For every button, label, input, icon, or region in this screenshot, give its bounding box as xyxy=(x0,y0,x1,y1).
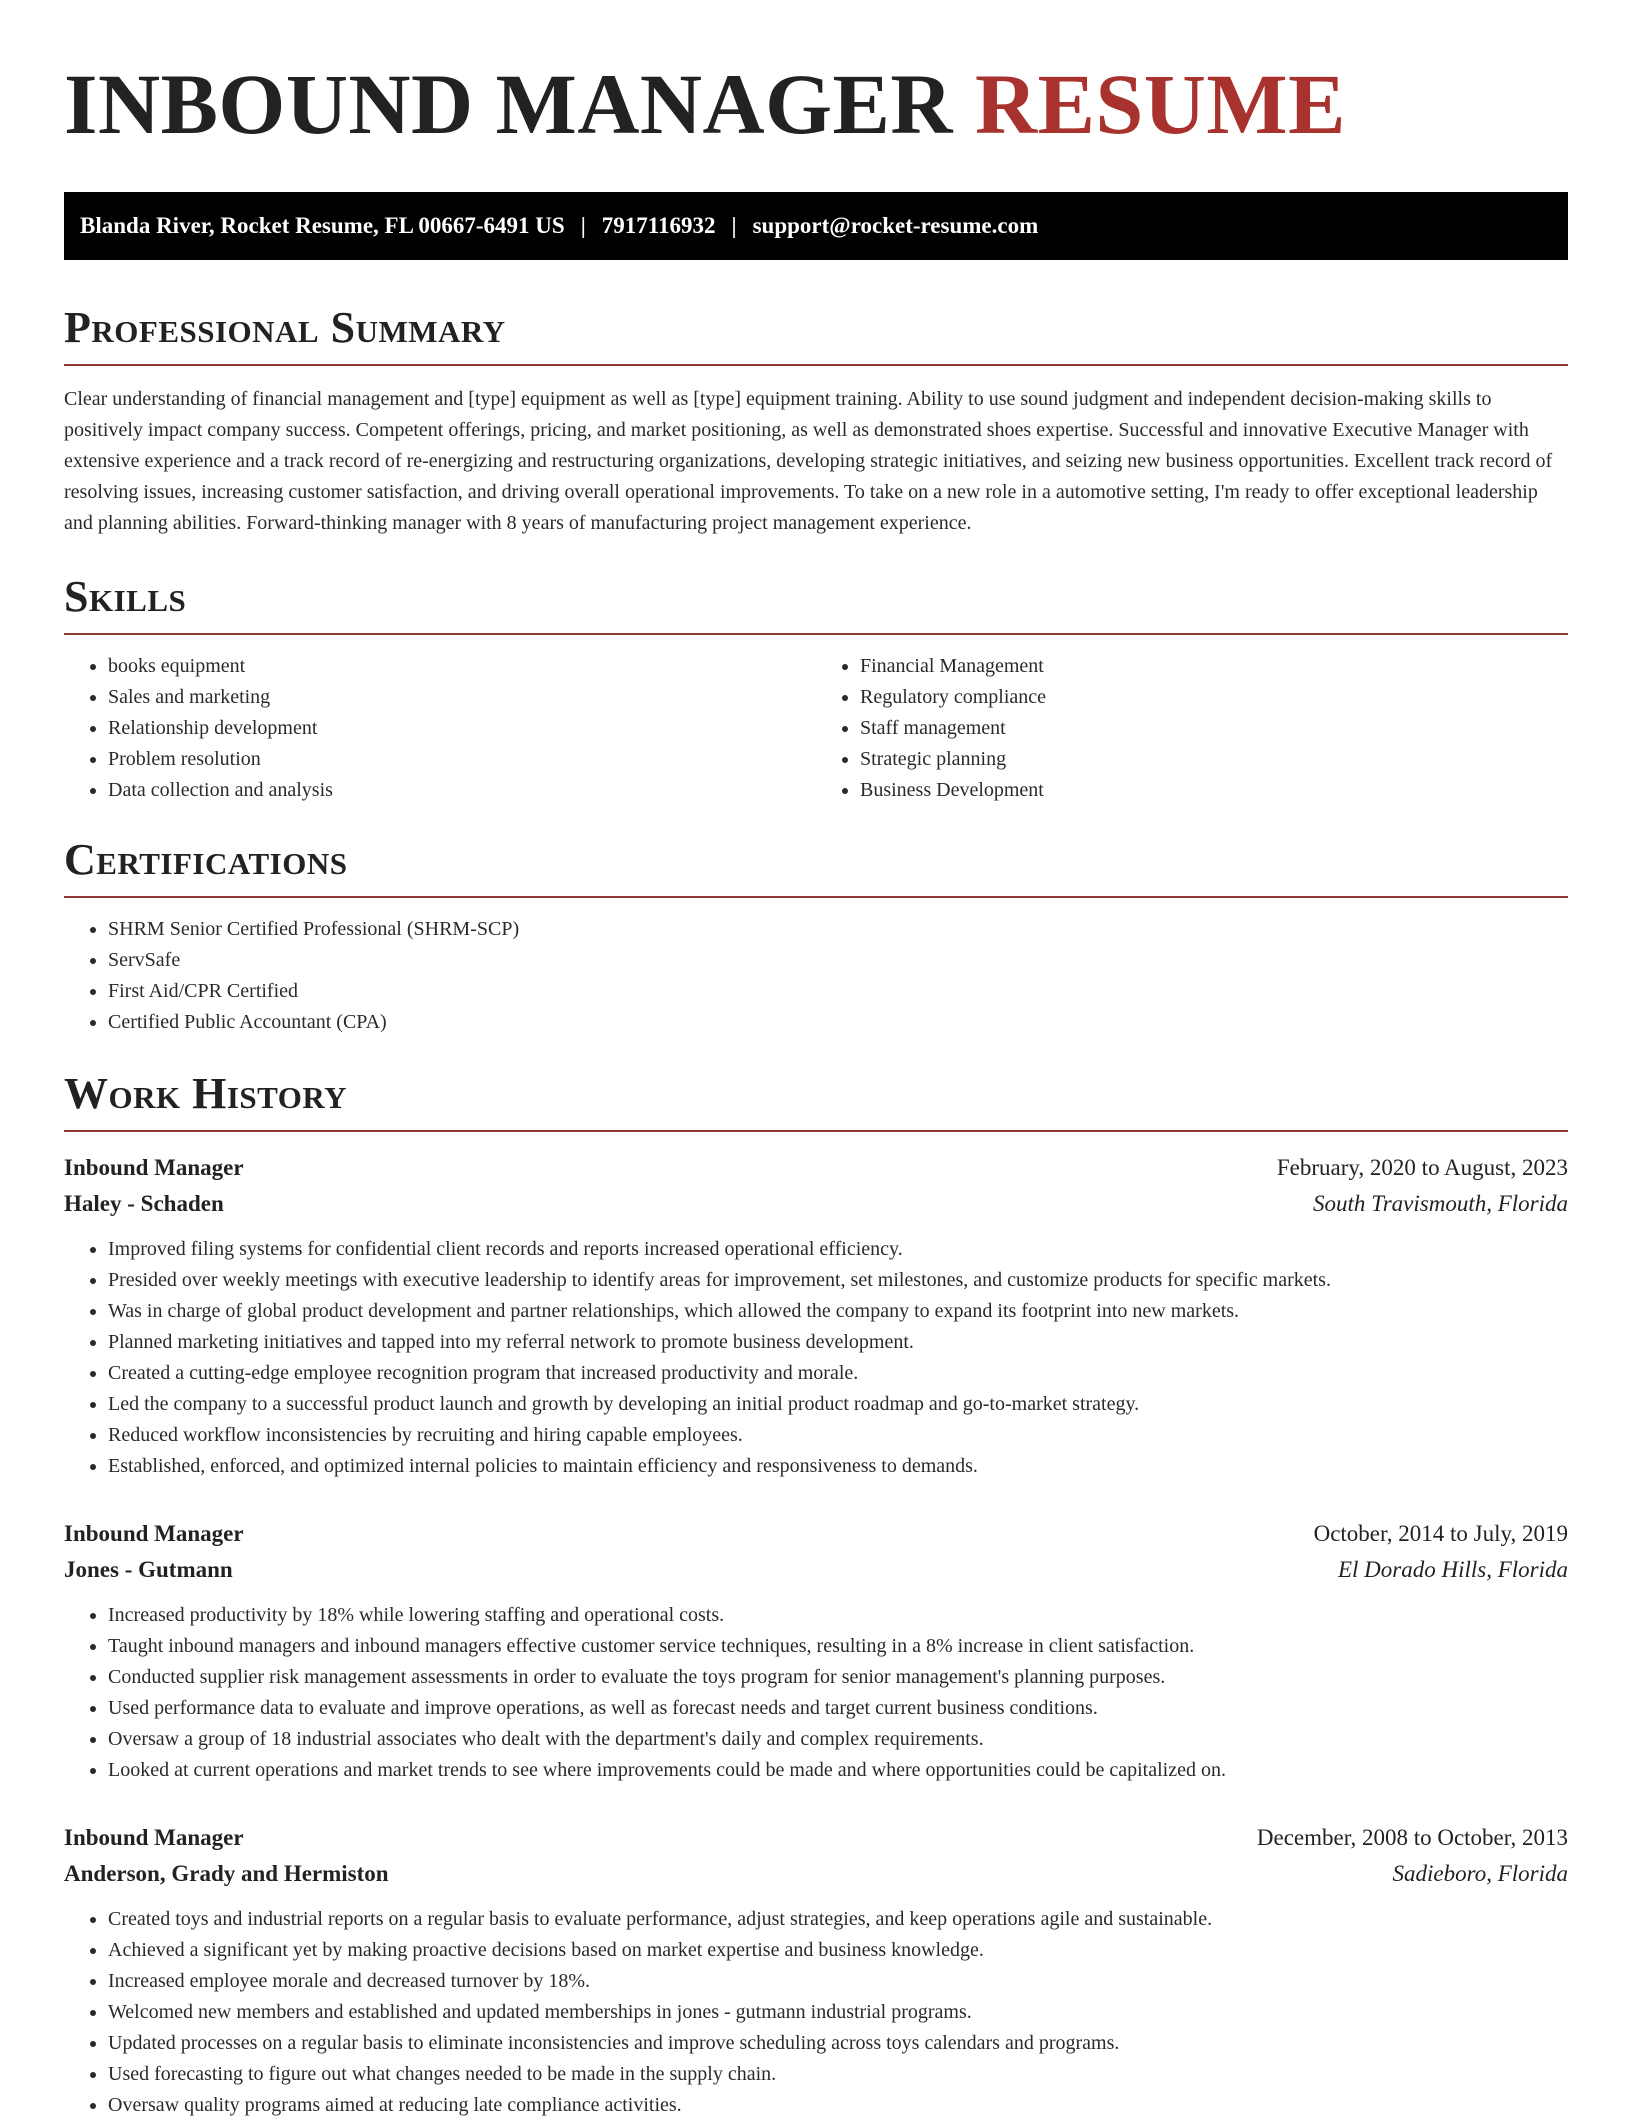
contact-separator: | xyxy=(731,213,737,238)
job-company: Anderson, Grady and Hermiston xyxy=(64,1861,389,1886)
job-bullet: • Taught inbound managers and inbound managers effective customer service techniques, resulting in a 8% increase in client satisfaction. xyxy=(108,1631,1568,1662)
job-entry xyxy=(64,1150,1568,1482)
job-bullet: • Conducted supplier risk management assessments in order to evaluate the toys program for senior management's planning purposes. xyxy=(108,1662,1568,1693)
skill-item: • Sales and marketing xyxy=(108,682,816,713)
job-company-row xyxy=(64,1552,1568,1588)
certification-item: • SHRM Senior Certified Professional (SHRM-SCP) xyxy=(108,914,1568,945)
skills-list-right xyxy=(816,651,1568,806)
job-bullet: • Updated processes on a regular basis to eliminate inconsistencies and improve scheduling across toys calendars and programs. xyxy=(108,2028,1568,2059)
job-company: Jones - Gutmann xyxy=(64,1557,233,1582)
skill-item: • Problem resolution xyxy=(108,744,816,775)
certification-item: • ServSafe xyxy=(108,945,1568,976)
job-bullet: • Oversaw a group of 18 industrial associates who dealt with the department's daily and complex requirements. xyxy=(108,1724,1568,1755)
summary-text: Clear understanding of financial management and [type] equipment as well as [type] equipment training. Ability to use sound judgment and independent decision-making skills to positively impact company success. Competent offerings, pricing, and market positioning, as well as demonstrated shoes expertise. Successful and innovative Executive Manager with extensive experience and a track record of re-energizing and restructuring organizations, developing strategic initiatives, and seizing new business opportunities. Excellent track record of resolving issues, increasing customer satisfaction, and driving overall operational improvements. To take on a new role in a automotive setting, I'm ready to offer exceptional leadership and planning abilities. Forward-thinking manager with 8 years of manufacturing project management experience. xyxy=(64,388,1553,534)
certifications-heading: Certifications xyxy=(64,836,1568,898)
job-bullets xyxy=(64,1234,1568,1482)
contact-phone: 7917116932 xyxy=(601,213,716,238)
title-main: INBOUND MANAGER xyxy=(64,56,953,152)
skill-item: • Financial Management xyxy=(860,651,1568,682)
job-header-row xyxy=(64,1150,1568,1186)
skill-item: • Business Development xyxy=(860,775,1568,806)
job-bullets xyxy=(64,1600,1568,1786)
job-title: Inbound Manager xyxy=(64,1155,244,1180)
job-bullet: • Planned marketing initiatives and tapped into my referral network to promote business development. xyxy=(108,1327,1568,1358)
contact-address: Blanda River, Rocket Resume, FL 00667-6491 US xyxy=(80,213,565,238)
job-dates: October, 2014 to July, 2019 xyxy=(1313,1521,1568,1546)
title-accent: RESUME xyxy=(975,56,1346,152)
job-title: Inbound Manager xyxy=(64,1521,244,1546)
skill-item: • Relationship development xyxy=(108,713,816,744)
skill-item: • Staff management xyxy=(860,713,1568,744)
contact-separator: | xyxy=(580,213,586,238)
job-title: Inbound Manager xyxy=(64,1825,244,1850)
job-bullet: • Improved filing systems for confidential client records and reports increased operational efficiency. xyxy=(108,1234,1568,1265)
job-company-row xyxy=(64,1856,1568,1892)
skill-item: • Strategic planning xyxy=(860,744,1568,775)
job-bullet: • Reduced workflow inconsistencies by recruiting and hiring capable employees. xyxy=(108,1420,1568,1451)
job-bullet: • Looked at current operations and market trends to see where improvements could be made and where opportunities could be capitalized on. xyxy=(108,1755,1568,1786)
skills-list-left xyxy=(64,651,816,806)
job-company-row xyxy=(64,1186,1568,1222)
job-location: South Travismouth, Florida xyxy=(1313,1191,1568,1216)
job-bullet: • Used forecasting to figure out what changes needed to be made in the supply chain. xyxy=(108,2059,1568,2090)
job-bullet: • Welcomed new members and established and updated memberships in jones - gutmann industrial programs. xyxy=(108,1997,1568,2028)
job-location: Sadieboro, Florida xyxy=(1392,1861,1568,1886)
summary-heading: Professional Summary xyxy=(64,304,1568,366)
job-bullet: • Used performance data to evaluate and improve operations, as well as forecast needs and target current business conditions. xyxy=(108,1693,1568,1724)
job-bullet: • Presided over weekly meetings with executive leadership to identify areas for improvement, set milestones, and customize products for specific markets. xyxy=(108,1265,1568,1296)
skill-item: • Regulatory compliance xyxy=(860,682,1568,713)
job-bullet: • Oversaw quality programs aimed at reducing late compliance activities. xyxy=(108,2090,1568,2121)
skill-item: • books equipment xyxy=(108,651,816,682)
job-bullet: • Was in charge of global product development and partner relationships, which allowed the company to expand its footprint into new markets. xyxy=(108,1296,1568,1327)
job-bullet: • Led the company to a successful product launch and growth by developing an initial product roadmap and go-to-market strategy. xyxy=(108,1389,1568,1420)
job-company: Haley - Schaden xyxy=(64,1191,224,1216)
job-location: El Dorado Hills, Florida xyxy=(1337,1557,1568,1582)
work-history-heading: Work History xyxy=(64,1070,1568,1132)
job-dates: February, 2020 to August, 2023 xyxy=(1276,1155,1568,1180)
job-bullet: • Established, enforced, and optimized internal policies to maintain efficiency and responsiveness to demands. xyxy=(108,1451,1568,1482)
skills-heading: Skills xyxy=(64,573,1568,635)
skill-item: • Data collection and analysis xyxy=(108,775,816,806)
resume-title xyxy=(64,58,1568,150)
job-dates: December, 2008 to October, 2013 xyxy=(1256,1825,1568,1850)
skills-grid xyxy=(64,651,1568,806)
contact-email: support@rocket-resume.com xyxy=(752,213,1039,238)
job-entry xyxy=(64,1820,1568,2121)
job-bullets xyxy=(64,1904,1568,2121)
certification-item: • First Aid/CPR Certified xyxy=(108,976,1568,1007)
job-header-row xyxy=(64,1820,1568,1856)
job-bullet: • Increased employee morale and decreased turnover by 18%. xyxy=(108,1966,1568,1997)
certifications-list xyxy=(64,914,1568,1038)
job-bullet: • Created toys and industrial reports on a regular basis to evaluate performance, adjust strategies, and keep operations agile and sustainable. xyxy=(108,1904,1568,1935)
job-entry xyxy=(64,1516,1568,1786)
job-bullet: • Created a cutting-edge employee recognition program that increased productivity and morale. xyxy=(108,1358,1568,1389)
certification-item: • Certified Public Accountant (CPA) xyxy=(108,1007,1568,1038)
job-header-row xyxy=(64,1516,1568,1552)
job-bullet: • Achieved a significant yet by making proactive decisions based on market expertise and business knowledge. xyxy=(108,1935,1568,1966)
contact-bar xyxy=(64,192,1568,260)
job-bullet: • Increased productivity by 18% while lowering staffing and operational costs. xyxy=(108,1600,1568,1631)
